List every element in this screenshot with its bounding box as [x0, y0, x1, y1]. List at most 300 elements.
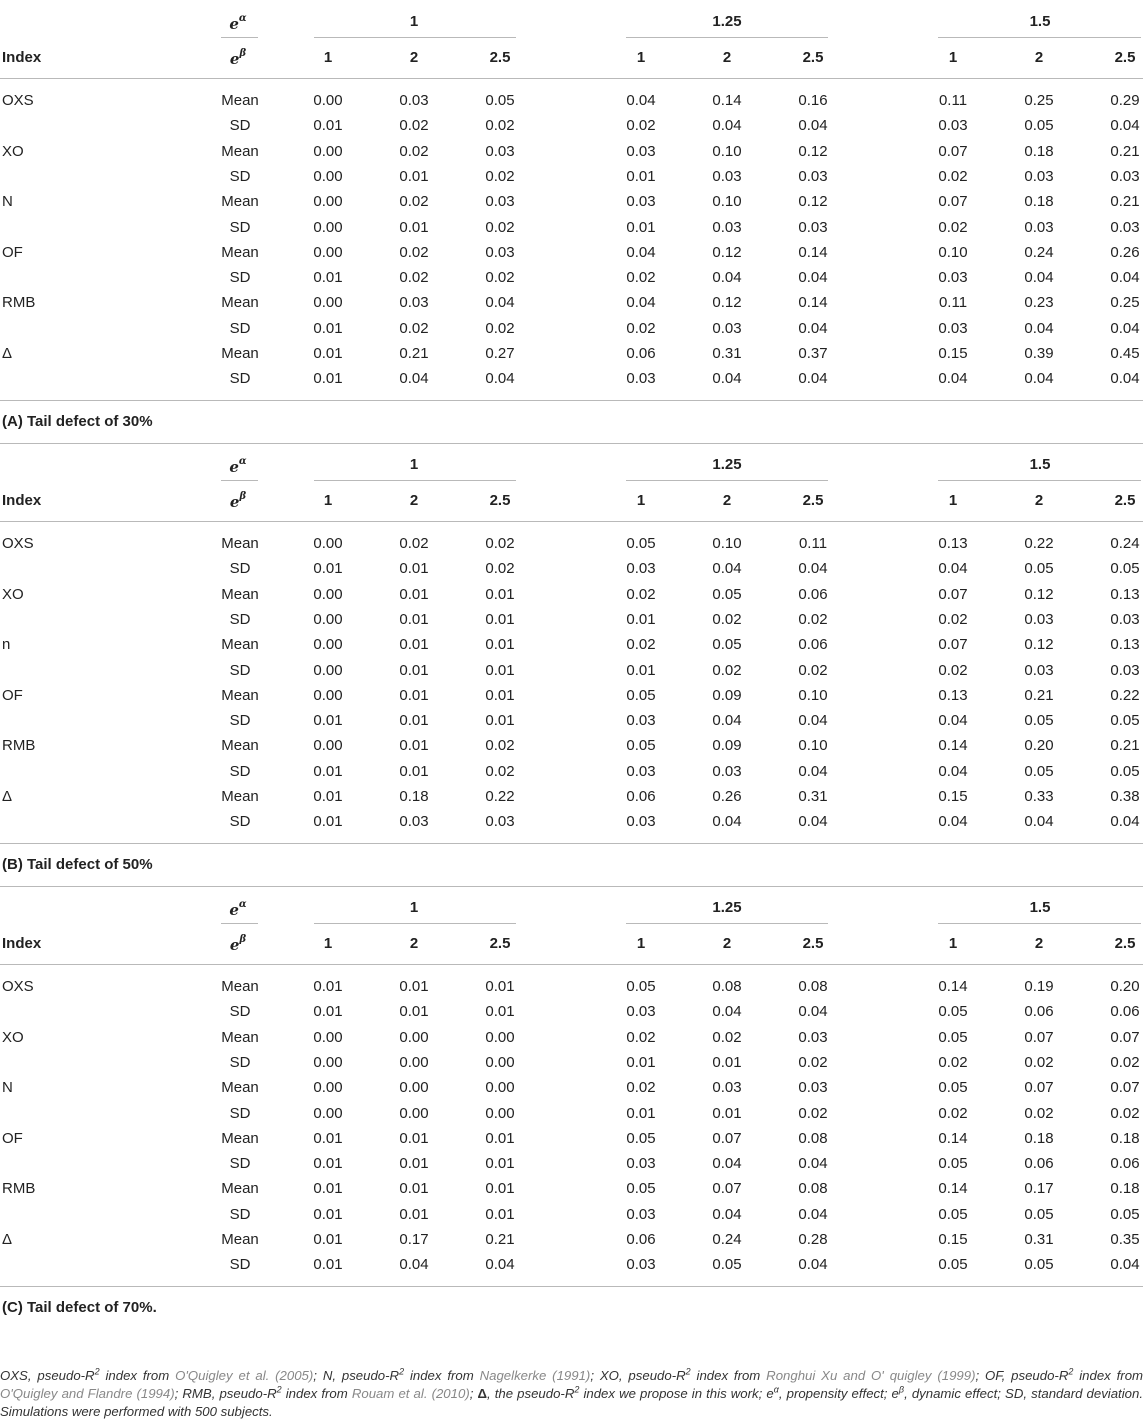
table-cell-value: 0.01 — [313, 1231, 343, 1248]
table-footnote — [0, 1367, 1143, 1421]
table-cell-value: 0.12 — [798, 193, 828, 211]
table-cell-value: 0.04 — [798, 1205, 828, 1223]
table-cell-value: 0.02 — [485, 269, 515, 287]
panel-top-rule — [0, 443, 1143, 444]
beta-column-header: 2 — [722, 935, 732, 952]
table-cell-value: 0.20 — [1110, 978, 1140, 995]
table-cell-value: 0.05 — [1024, 560, 1054, 578]
table-cell-value: 0.03 — [1024, 167, 1054, 185]
e-alpha-label — [200, 455, 276, 476]
table-cell-value: 0.06 — [1024, 1155, 1054, 1173]
table-cell-value: 0.02 — [938, 218, 968, 236]
panel-bottom-rule — [0, 1286, 1143, 1287]
alpha-group-header: 1.5 — [1029, 456, 1051, 473]
alpha-group-underline — [314, 923, 516, 924]
table-cell-value: 0.01 — [485, 978, 515, 995]
table-cell-value: 0.01 — [485, 1155, 515, 1173]
beta-column-header: 2.5 — [489, 49, 511, 66]
table-cell-value: 0.00 — [313, 243, 343, 261]
table-cell-value: 0.06 — [1110, 1155, 1140, 1173]
table-cell-value: 0.00 — [399, 1053, 429, 1071]
alpha-group-underline — [626, 923, 828, 924]
table-cell-value: 0.04 — [399, 370, 429, 388]
row-stat-label: Mean — [221, 193, 259, 211]
table-cell-value: 0.00 — [399, 1079, 429, 1097]
table-cell-value: 0.01 — [485, 1129, 515, 1147]
table-cell-value: 0.25 — [1024, 92, 1054, 109]
table-cell-value: 0.02 — [712, 610, 742, 628]
table-cell-value: 0.01 — [712, 1104, 742, 1122]
row-index-label: XO — [2, 1028, 24, 1046]
table-cell-value: 0.03 — [938, 269, 968, 287]
table-cell-value: 0.04 — [485, 1256, 515, 1274]
table-cell-value: 0.03 — [798, 218, 828, 236]
table-cell-value: 0.02 — [626, 1079, 656, 1097]
alpha-group-header: 1.25 — [712, 456, 742, 473]
table-cell-value: 0.04 — [1110, 269, 1140, 287]
table-cell-value: 0.02 — [399, 269, 429, 287]
table-cell-value: 0.01 — [399, 737, 429, 755]
table-cell-value: 0.05 — [938, 1256, 968, 1274]
table-cell-value: 0.00 — [399, 1104, 429, 1122]
beta-column-header: 2 — [409, 935, 419, 952]
beta-column-header: 2 — [1034, 492, 1044, 509]
table-cell-value: 0.06 — [626, 788, 656, 805]
table-cell-value: 0.04 — [1024, 813, 1054, 831]
table-cell-value: 0.15 — [938, 1231, 968, 1248]
table-cell-value: 0.04 — [938, 762, 968, 780]
row-stat-label: SD — [229, 661, 251, 679]
table-cell-value: 0.22 — [485, 788, 515, 805]
e-alpha-underline — [221, 480, 258, 481]
row-index-label: Δ — [2, 345, 13, 362]
beta-column-header: 2 — [722, 492, 732, 509]
table-cell-value: 0.04 — [938, 370, 968, 388]
e-beta-label — [200, 47, 276, 68]
table-cell-value: 0.14 — [798, 243, 828, 261]
table-cell-value: 0.03 — [626, 560, 656, 578]
row-stat-label: SD — [229, 167, 251, 185]
table-cell-value: 0.01 — [485, 686, 515, 704]
e-beta-label — [200, 933, 276, 954]
table-cell-value: 0.12 — [1024, 585, 1054, 603]
table-cell-value: 0.06 — [626, 345, 656, 362]
table-cell-value: 0.04 — [798, 712, 828, 730]
table-cell-value: 0.03 — [1110, 167, 1140, 185]
footnote-text: , the pseudo-R — [486, 1386, 575, 1401]
table-cell-value: 0.17 — [399, 1231, 429, 1248]
table-cell-value: 0.04 — [485, 294, 515, 312]
table-cell-value: 0.11 — [938, 92, 968, 109]
footnote-text: index from — [690, 1368, 767, 1383]
table-cell-value: 0.03 — [485, 142, 515, 160]
table-cell-value: 0.13 — [938, 686, 968, 704]
table-cell-value: 0.05 — [626, 737, 656, 755]
table-cell-value: 0.06 — [1110, 1003, 1140, 1021]
panel-caption: (A) Tail defect of 30% — [2, 413, 153, 430]
table-cell-value: 0.01 — [485, 1003, 515, 1021]
table-cell-value: 0.01 — [313, 1256, 343, 1274]
row-stat-label: Mean — [221, 142, 259, 160]
table-cell-value: 0.04 — [1110, 813, 1140, 831]
superscript: 2 — [1068, 1366, 1074, 1377]
table-cell-value: 0.45 — [1110, 345, 1140, 362]
table-cell-value: 0.02 — [1110, 1104, 1140, 1122]
header-bottom-rule — [0, 964, 1143, 965]
table-cell-value: 0.21 — [485, 1231, 515, 1248]
row-stat-label: SD — [229, 370, 251, 388]
table-cell-value: 0.01 — [399, 636, 429, 654]
table-cell-value: 0.05 — [938, 1028, 968, 1046]
table-cell-value: 0.07 — [938, 193, 968, 211]
table-cell-value: 0.05 — [712, 585, 742, 603]
table-cell-value: 0.01 — [485, 1180, 515, 1198]
table-cell-value: 0.02 — [399, 319, 429, 337]
table-cell-value: 0.04 — [485, 370, 515, 388]
citation-link[interactable]: Nagelkerke (1991) — [479, 1368, 591, 1383]
table-cell-value: 0.05 — [626, 1129, 656, 1147]
table-cell-value: 0.02 — [938, 661, 968, 679]
table-cell-value: 0.04 — [1110, 370, 1140, 388]
beta-column-header: 2.5 — [1114, 935, 1136, 952]
table-cell-value: 0.00 — [313, 1104, 343, 1122]
row-stat-label: SD — [229, 712, 251, 730]
table-cell-value: 0.04 — [712, 117, 742, 135]
row-stat-label: SD — [229, 762, 251, 780]
table-cell-value: 0.01 — [485, 585, 515, 603]
superscript: 2 — [276, 1384, 282, 1395]
table-cell-value: 0.03 — [712, 762, 742, 780]
index-column-header: Index — [2, 49, 42, 66]
table-cell-value: 0.14 — [938, 978, 968, 995]
table-cell-value: 0.31 — [712, 345, 742, 362]
footnote-text: index from — [1073, 1368, 1143, 1383]
table-cell-value: 0.11 — [938, 294, 968, 312]
alpha-group-underline — [938, 480, 1141, 481]
table-cell-value: 0.00 — [485, 1079, 515, 1097]
table-cell-value: 0.07 — [1110, 1028, 1140, 1046]
table-cell-value: 0.16 — [798, 92, 828, 109]
table-cell-value: 0.07 — [938, 636, 968, 654]
table-cell-value: 0.21 — [1110, 142, 1140, 160]
table-cell-value: 0.03 — [938, 319, 968, 337]
e-beta-label-base: e — [229, 936, 240, 954]
beta-column-header: 1 — [948, 49, 958, 66]
table-cell-value: 0.03 — [798, 1079, 828, 1097]
row-index-label: OF — [2, 686, 23, 704]
footnote-text: ; — [469, 1386, 478, 1401]
table-cell-value: 0.02 — [798, 610, 828, 628]
alpha-group-underline — [938, 37, 1141, 38]
table-cell-value: 0.24 — [1110, 535, 1140, 552]
table-cell-value: 0.04 — [1024, 370, 1054, 388]
row-stat-label: Mean — [221, 1079, 259, 1097]
table-cell-value: 0.01 — [313, 813, 343, 831]
e-beta-label-superscript: β — [239, 491, 247, 502]
table-cell-value: 0.03 — [626, 813, 656, 831]
table-cell-value: 0.03 — [485, 243, 515, 261]
table-cell-value: 0.01 — [626, 218, 656, 236]
table-cell-value: 0.01 — [399, 167, 429, 185]
table-cell-value: 0.01 — [485, 610, 515, 628]
table-cell-value: 0.03 — [399, 294, 429, 312]
table-cell-value: 0.02 — [485, 560, 515, 578]
table-cell-value: 0.02 — [1024, 1104, 1054, 1122]
footnote-text: index from — [404, 1368, 480, 1383]
table-cell-value: 0.10 — [712, 142, 742, 160]
table-cell-value: 0.04 — [1024, 319, 1054, 337]
beta-column-header: 2.5 — [489, 492, 511, 509]
table-cell-value: 0.05 — [485, 92, 515, 109]
table-cell-value: 0.03 — [1024, 610, 1054, 628]
e-alpha-label-base: e — [229, 901, 239, 919]
table-cell-value: 0.13 — [1110, 636, 1140, 654]
beta-column-header: 2 — [409, 492, 419, 509]
table-cell-value: 0.03 — [1024, 661, 1054, 679]
row-stat-label: SD — [229, 1256, 251, 1274]
table-cell-value: 0.15 — [938, 788, 968, 805]
footnote-text: OXS, pseudo-R — [0, 1368, 95, 1383]
table-cell-value: 0.00 — [485, 1028, 515, 1046]
table-cell-value: 0.04 — [798, 1256, 828, 1274]
table-cell-value: 0.15 — [938, 345, 968, 362]
table-cell-value: 0.33 — [1024, 788, 1054, 805]
table-cell-value: 0.06 — [626, 1231, 656, 1248]
table-cell-value: 0.10 — [938, 243, 968, 261]
e-alpha-label-base: e — [229, 458, 239, 476]
footnote-text: ; N, pseudo-R — [313, 1368, 400, 1383]
superscript: 2 — [574, 1384, 580, 1395]
table-cell-value: 0.05 — [938, 1003, 968, 1021]
table-cell-value: 0.04 — [626, 92, 656, 109]
footnote-text: ; RMB, pseudo-R — [174, 1386, 277, 1401]
row-stat-label: Mean — [221, 92, 259, 109]
row-index-label: OXS — [2, 92, 34, 109]
table-cell-value: 0.02 — [399, 117, 429, 135]
table-cell-value: 0.04 — [712, 1155, 742, 1173]
table-cell-value: 0.14 — [938, 737, 968, 755]
row-stat-label: SD — [229, 560, 251, 578]
table-cell-value: 0.04 — [798, 560, 828, 578]
superscript: 2 — [685, 1366, 691, 1377]
table-cell-value: 0.04 — [798, 813, 828, 831]
beta-column-header: 2 — [722, 49, 732, 66]
table-cell-value: 0.11 — [798, 535, 828, 552]
table-cell-value: 0.12 — [712, 243, 742, 261]
row-stat-label: Mean — [221, 978, 259, 995]
row-stat-label: SD — [229, 319, 251, 337]
table-cell-value: 0.00 — [313, 636, 343, 654]
table-cell-value: 0.18 — [399, 788, 429, 805]
table-cell-value: 0.01 — [399, 978, 429, 995]
table-cell-value: 0.07 — [1024, 1028, 1054, 1046]
table-cell-value: 0.01 — [313, 269, 343, 287]
table-cell-value: 0.04 — [1110, 319, 1140, 337]
table-cell-value: 0.02 — [485, 762, 515, 780]
panel-caption: (C) Tail defect of 70%. — [2, 1299, 157, 1316]
citation-link[interactable]: Ronghui Xu and O' quigley (1999) — [766, 1368, 976, 1383]
beta-column-header: 2 — [1034, 49, 1044, 66]
table-cell-value: 0.01 — [626, 1104, 656, 1122]
footnote-text: index we propose in this work; e — [579, 1386, 774, 1401]
beta-column-header: 2 — [409, 49, 419, 66]
table-cell-value: 0.00 — [313, 686, 343, 704]
table-cell-value: 0.05 — [1110, 1205, 1140, 1223]
table-cell-value: 0.04 — [798, 269, 828, 287]
table-cell-value: 0.07 — [1024, 1079, 1054, 1097]
table-cell-value: 0.04 — [712, 712, 742, 730]
table-cell-value: 0.21 — [1110, 193, 1140, 211]
alpha-group-header: 1.5 — [1029, 13, 1051, 30]
table-cell-value: 0.01 — [313, 978, 343, 995]
table-cell-value: 0.07 — [712, 1129, 742, 1147]
row-stat-label: SD — [229, 117, 251, 135]
table-cell-value: 0.05 — [712, 636, 742, 654]
table-cell-value: 0.05 — [712, 1256, 742, 1274]
alpha-group-underline — [314, 37, 516, 38]
table-cell-value: 0.03 — [626, 370, 656, 388]
table-cell-value: 0.00 — [313, 142, 343, 160]
row-index-label: XO — [2, 585, 24, 603]
citation-link[interactable]: O'Quigley et al. (2005) — [175, 1368, 314, 1383]
table-cell-value: 0.01 — [399, 1205, 429, 1223]
row-stat-label: Mean — [221, 1028, 259, 1046]
header-bottom-rule — [0, 521, 1143, 522]
table-cell-value: 0.01 — [399, 661, 429, 679]
table-cell-value: 0.08 — [798, 978, 828, 995]
table-cell-value: 0.03 — [712, 218, 742, 236]
table-cell-value: 0.02 — [712, 1028, 742, 1046]
table-cell-value: 0.01 — [485, 636, 515, 654]
footnote-text: ; XO, pseudo-R — [590, 1368, 686, 1383]
table-cell-value: 0.07 — [712, 1180, 742, 1198]
e-alpha-label-superscript: α — [238, 456, 247, 467]
row-index-label: RMB — [2, 737, 36, 755]
row-stat-label: Mean — [221, 345, 259, 362]
table-cell-value: 0.09 — [712, 737, 742, 755]
table-cell-value: 0.04 — [626, 243, 656, 261]
table-cell-value: 0.04 — [938, 712, 968, 730]
table-cell-value: 0.01 — [485, 661, 515, 679]
table-cell-value: 0.08 — [798, 1129, 828, 1147]
table-cell-value: 0.01 — [313, 370, 343, 388]
table-cell-value: 0.01 — [313, 319, 343, 337]
e-beta-label-base: e — [229, 50, 240, 68]
table-cell-value: 0.04 — [798, 370, 828, 388]
table-cell-value: 0.00 — [485, 1104, 515, 1122]
beta-column-header: 2.5 — [802, 492, 824, 509]
table-cell-value: 0.03 — [485, 193, 515, 211]
alpha-group-underline — [314, 480, 516, 481]
table-cell-value: 0.38 — [1110, 788, 1140, 805]
row-stat-label: Mean — [221, 788, 259, 805]
table-cell-value: 0.04 — [938, 560, 968, 578]
table-cell-value: 0.00 — [313, 535, 343, 552]
row-stat-label: SD — [229, 1155, 251, 1173]
alpha-group-underline — [626, 37, 828, 38]
table-cell-value: 0.06 — [1024, 1003, 1054, 1021]
alpha-group-underline — [626, 480, 828, 481]
row-stat-label: Mean — [221, 1180, 259, 1198]
table-cell-value: 0.23 — [1024, 294, 1054, 312]
table-cell-value: 0.14 — [712, 92, 742, 109]
table-cell-value: 0.05 — [1024, 762, 1054, 780]
row-index-label: RMB — [2, 294, 36, 312]
beta-column-header: 2.5 — [489, 935, 511, 952]
footnote-text: Δ — [477, 1386, 487, 1401]
table-cell-value: 0.02 — [485, 117, 515, 135]
table-cell-value: 0.05 — [1024, 1256, 1054, 1274]
row-index-label: n — [2, 636, 11, 654]
alpha-group-header: 1.5 — [1029, 899, 1051, 916]
table-cell-value: 0.04 — [712, 1003, 742, 1021]
table-cell-value: 0.03 — [399, 813, 429, 831]
table-cell-value: 0.04 — [712, 370, 742, 388]
table-cell-value: 0.04 — [798, 762, 828, 780]
e-alpha-label — [200, 12, 276, 33]
table-cell-value: 0.10 — [798, 686, 828, 704]
table-cell-value: 0.03 — [712, 319, 742, 337]
table-cell-value: 0.04 — [1024, 269, 1054, 287]
table-cell-value: 0.02 — [1110, 1053, 1140, 1071]
citation-link[interactable]: Rouam et al. (2010) — [351, 1386, 470, 1401]
table-cell-value: 0.35 — [1110, 1231, 1140, 1248]
table-cell-value: 0.03 — [938, 117, 968, 135]
citation-link[interactable]: O'Quigley and Flandre (1994) — [0, 1386, 175, 1401]
table-cell-value: 0.31 — [1024, 1231, 1054, 1248]
table-cell-value: 0.03 — [485, 813, 515, 831]
table-cell-value: 0.03 — [1110, 661, 1140, 679]
beta-column-header: 2.5 — [802, 935, 824, 952]
table-cell-value: 0.01 — [399, 1180, 429, 1198]
table-cell-value: 0.04 — [798, 1155, 828, 1173]
alpha-group-header: 1.25 — [712, 899, 742, 916]
table-cell-value: 0.01 — [313, 1205, 343, 1223]
table-cell-value: 0.04 — [399, 1256, 429, 1274]
table-cell-value: 0.03 — [626, 1003, 656, 1021]
table-cell-value: 0.05 — [626, 535, 656, 552]
table-cell-value: 0.05 — [938, 1205, 968, 1223]
row-index-label: XO — [2, 142, 24, 160]
table-cell-value: 0.02 — [626, 1028, 656, 1046]
table-cell-value: 0.02 — [485, 218, 515, 236]
beta-column-header: 2.5 — [802, 49, 824, 66]
index-column-header: Index — [2, 492, 42, 509]
table-cell-value: 0.00 — [313, 1028, 343, 1046]
table-cell-value: 0.03 — [798, 167, 828, 185]
table-cell-value: 0.01 — [399, 712, 429, 730]
table-panel-b — [0, 443, 1143, 886]
row-stat-label: Mean — [221, 636, 259, 654]
table-cell-value: 0.01 — [626, 661, 656, 679]
table-cell-value: 0.04 — [798, 319, 828, 337]
table-cell-value: 0.05 — [1110, 560, 1140, 578]
table-cell-value: 0.18 — [1110, 1180, 1140, 1198]
table-cell-value: 0.02 — [485, 535, 515, 552]
table-cell-value: 0.00 — [313, 294, 343, 312]
table-cell-value: 0.04 — [1110, 1256, 1140, 1274]
table-cell-value: 0.00 — [313, 92, 343, 109]
table-cell-value: 0.00 — [313, 585, 343, 603]
table-cell-value: 0.05 — [938, 1155, 968, 1173]
beta-column-header: 2.5 — [1114, 492, 1136, 509]
table-cell-value: 0.02 — [938, 167, 968, 185]
table-cell-value: 0.04 — [712, 269, 742, 287]
table-panel-a — [0, 0, 1143, 443]
table-cell-value: 0.01 — [399, 762, 429, 780]
table-cell-value: 0.14 — [798, 294, 828, 312]
table-cell-value: 0.18 — [1024, 1129, 1054, 1147]
